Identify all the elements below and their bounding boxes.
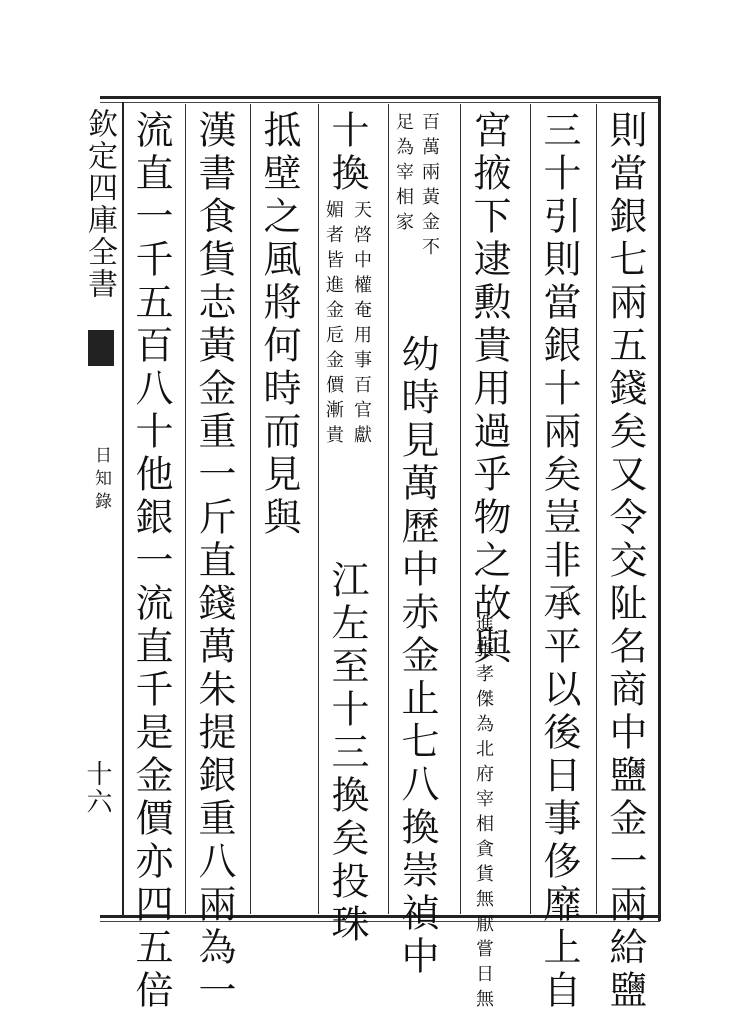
annotation-column-right: 天啓中權奄用事百官獻 bbox=[351, 200, 372, 450]
column-rule bbox=[318, 104, 319, 914]
text-column: 江左至十三換矣投珠 bbox=[325, 560, 369, 947]
text-column: 則當銀七兩五錢矣又令交阯名商中鹽金一兩給鹽 bbox=[603, 110, 647, 1013]
column-rule bbox=[596, 104, 597, 914]
frame-border-left bbox=[122, 102, 124, 917]
margin-collection-title: 欽定四庫全書 bbox=[82, 108, 117, 300]
text-column: 十換 bbox=[325, 110, 369, 196]
frame-border-top bbox=[100, 96, 660, 99]
margin-page-number: 十六 bbox=[82, 760, 112, 816]
column-rule bbox=[250, 104, 251, 914]
margin-volume-mark bbox=[88, 330, 114, 366]
column-rule bbox=[388, 104, 389, 914]
annotation-column-right: 百萬兩黃金不 bbox=[419, 112, 440, 262]
text-column: 流直一千五百八十他銀一流直千是金價亦四五倍 bbox=[129, 110, 173, 1013]
annotation-column: 進張孝傑為北府宰相貪貨無厭嘗日無 bbox=[473, 614, 494, 1014]
text-column: 三十引則當銀十兩矣豈非承平以後日事侈靡上自 bbox=[537, 110, 581, 1013]
column-rule bbox=[460, 104, 461, 914]
frame-border-right bbox=[658, 96, 661, 921]
text-column: 宮掖下逮勲貴用過乎物之故與 bbox=[467, 110, 511, 669]
text-column: 幼時見萬歷中赤金止七八換崇禎中 bbox=[395, 334, 439, 979]
text-column: 漢書食貨志黃金重一斤直錢萬朱提銀重八兩為一 bbox=[192, 110, 236, 1013]
annotation-column-left: 足為宰相家 bbox=[393, 112, 414, 237]
annotation-column-left: 媚者皆進金卮金價漸貴 bbox=[323, 200, 344, 450]
margin-book-title: 日知錄 bbox=[91, 446, 111, 515]
text-column: 抵壁之風將何時而見與 bbox=[257, 110, 301, 540]
frame-border-top-inner bbox=[100, 102, 660, 103]
column-rule bbox=[530, 104, 531, 914]
column-rule bbox=[185, 104, 186, 914]
